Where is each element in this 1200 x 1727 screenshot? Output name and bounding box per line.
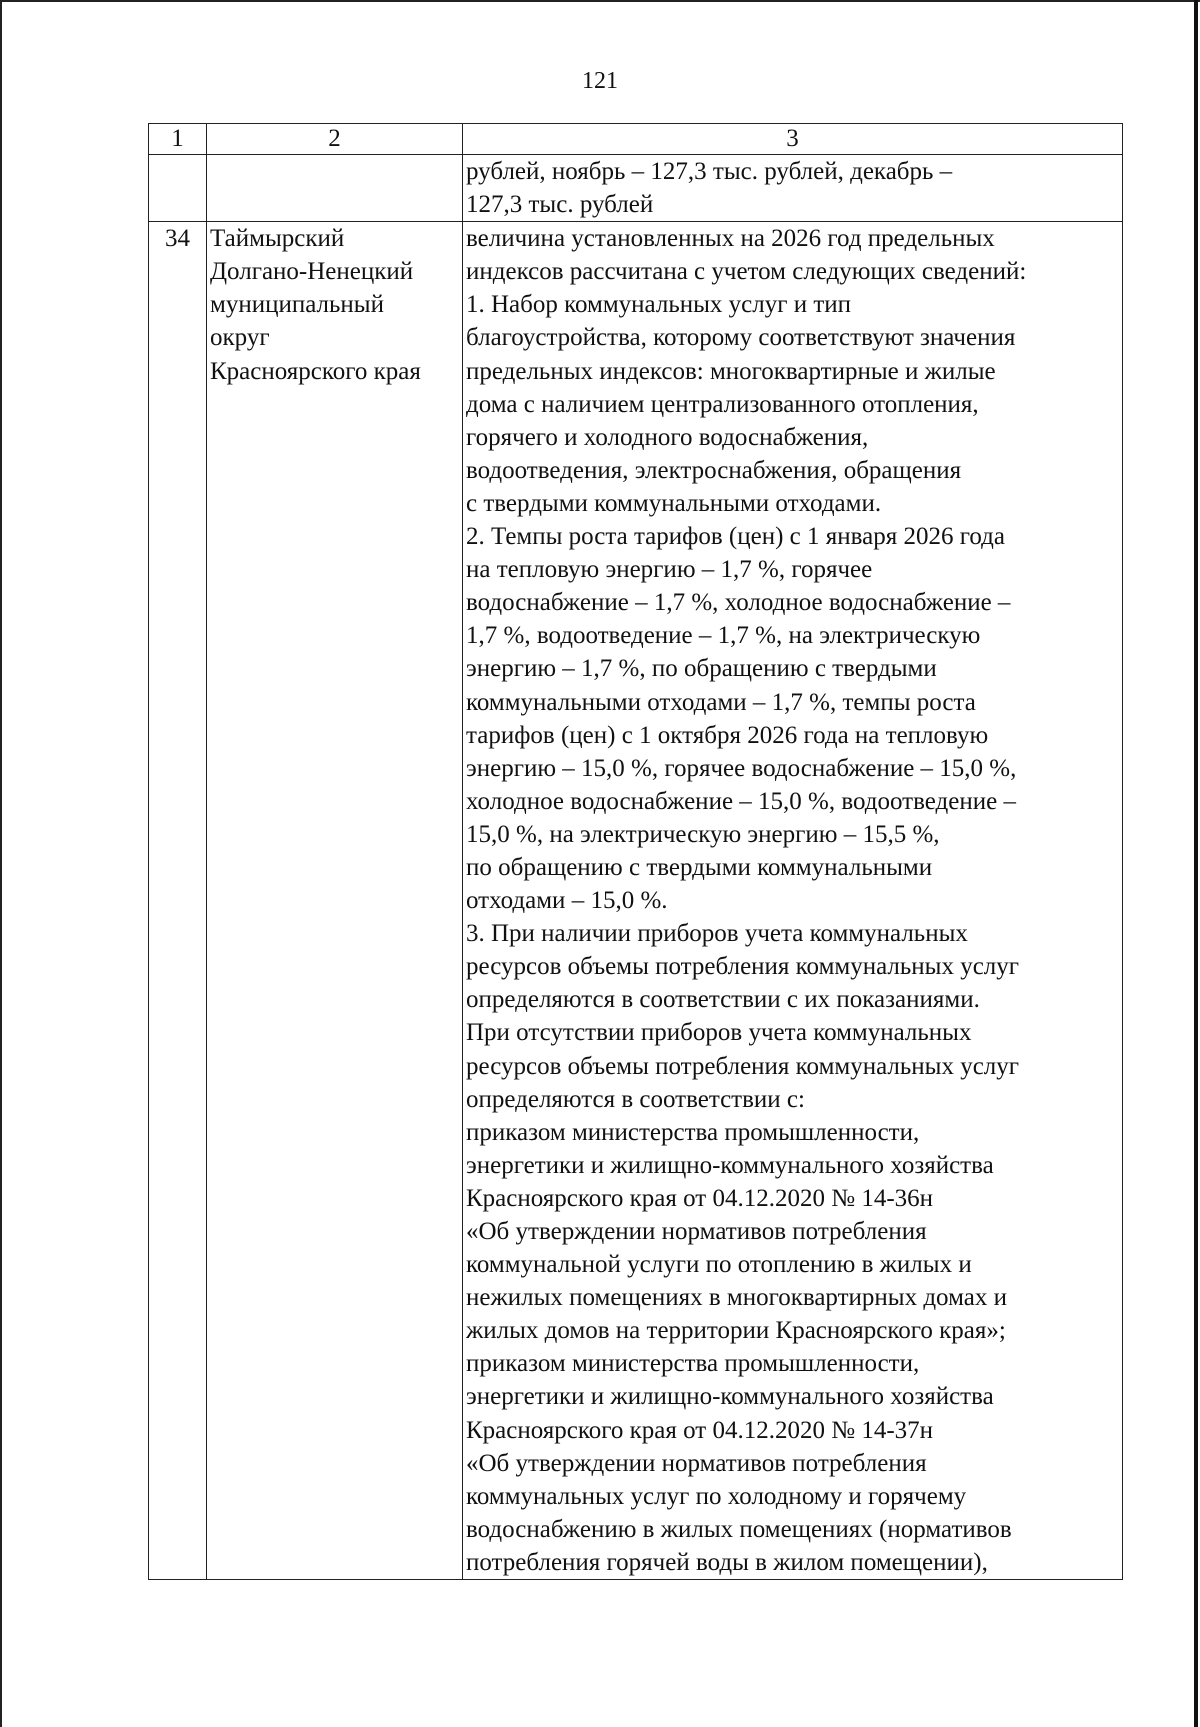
text-line: округ [210,324,270,352]
text-line: тарифов (цен) с 1 октября 2026 года на тепловую [466,721,989,749]
text-line: Красноярского края от 04.12.2020 № 14-36н [466,1184,934,1212]
text-line: определяются в соответствии с: [466,1085,805,1113]
scan-border-top [0,0,1200,2]
scan-border-left [0,0,2,1727]
text-line: рублей, ноябрь – 127,3 тыс. рублей, декабрь – [466,158,953,185]
text-line: муниципальный [210,291,384,319]
text-line: коммунальными отходами – 1,7 %, темпы роста [466,688,976,716]
text-line: Красноярского края от 04.12.2020 № 14-37н [466,1416,934,1444]
page-number: 121 [582,68,618,94]
text-line: определяются в соответствии с их показаниями. [466,986,980,1014]
text-line: 15,0 %, на электрическую энергию – 15,5 %, [466,820,940,848]
text-line: 3. При наличии приборов учета коммунальных [466,920,968,948]
text-line: нежилых помещениях в многоквартирных домах и [466,1284,1007,1312]
table-row-continuation [149,155,1123,222]
table-header-row [149,124,1123,155]
text-line: коммунальной услуги по отоплению в жилых и [466,1251,972,1279]
text-line: водоснабжению в жилых помещениях (нормативов [466,1515,1012,1543]
text-line: водоотведения, электроснабжения, обращения [466,456,962,484]
text-line: 1. Набор коммунальных услуг и тип [466,291,852,319]
text-line: на тепловую энергию – 1,7 %, горячее [466,556,873,584]
text-line: отходами – 15,0 %. [466,887,668,915]
text-line: приказом министерства промышленности, [466,1350,920,1378]
text-line: 1,7 %, водоотведение – 1,7 %, на электрическую [466,622,981,650]
header-cell-3: 3 [463,124,1123,155]
text-line: потребления горячей воды в жилом помещении), [466,1548,988,1576]
text-line: ресурсов объемы потребления коммунальных услуг [466,1052,1020,1080]
text-line: Красноярского края [210,357,421,385]
text-line: 2. Темпы роста тарифов (цен) с 1 января 2026 года [466,523,1005,551]
text-line: энергию – 1,7 %, по обращению с твердыми [466,655,937,683]
text-line: «Об утверждении нормативов потребления [466,1218,927,1245]
text-line: благоустройства, которому соответствуют значения [466,324,1016,352]
text-line: Таймырский [210,225,345,253]
row-number-cell [149,155,207,222]
text-line: энергию – 15,0 %, горячее водоснабжение – 15,0 %, [466,754,1017,782]
municipality-name-cell [207,222,463,1580]
header-cell-1: 1 [149,124,207,155]
row-text-cell [463,155,1123,222]
text-line: «Об утверждении нормативов потребления [466,1449,927,1477]
text-line: энергетики и жилищно-коммунального хозяйства [466,1151,994,1179]
text-line: холодное водоснабжение – 15,0 %, водоотведение – [466,787,1016,815]
text-line: с твердыми коммунальными отходами. [466,489,882,517]
text-line: жилых домов на территории Красноярского края»; [466,1317,1006,1345]
text-line: водоснабжение – 1,7 %, холодное водоснабжение – [466,589,1011,617]
text-line: 127,3 тыс. рублей [466,191,654,219]
text-line: индексов рассчитана с учетом следующих сведений: [466,258,1027,286]
row-name-cell [207,155,463,222]
text-line: величина установленных на 2026 год предельных [466,225,995,253]
header-cell-2: 2 [207,124,463,155]
row-text-cell [463,222,1123,1580]
text-line: приказом министерства промышленности, [466,1118,920,1146]
document-table [148,123,1123,1580]
text-line: дома с наличием централизованного отопления, [466,390,979,418]
text-line: При отсутствии приборов учета коммунальных [466,1019,972,1047]
text-line: предельных индексов: многоквартирные и жилые [466,357,996,385]
table-row-34 [149,222,1123,1580]
text-line: коммунальных услуг по холодному и горячему [466,1482,967,1510]
text-line: ресурсов объемы потребления коммунальных услуг [466,953,1020,981]
text-line: энергетики и жилищно-коммунального хозяйства [466,1383,994,1411]
text-line: по обращению с твердыми коммунальными [466,853,933,881]
row-number-cell: 34 [149,222,207,1580]
text-line: Долгано-Ненецкий [210,258,414,286]
text-line: горячего и холодного водоснабжения, [466,423,869,451]
scan-border-right [1194,0,1198,1727]
